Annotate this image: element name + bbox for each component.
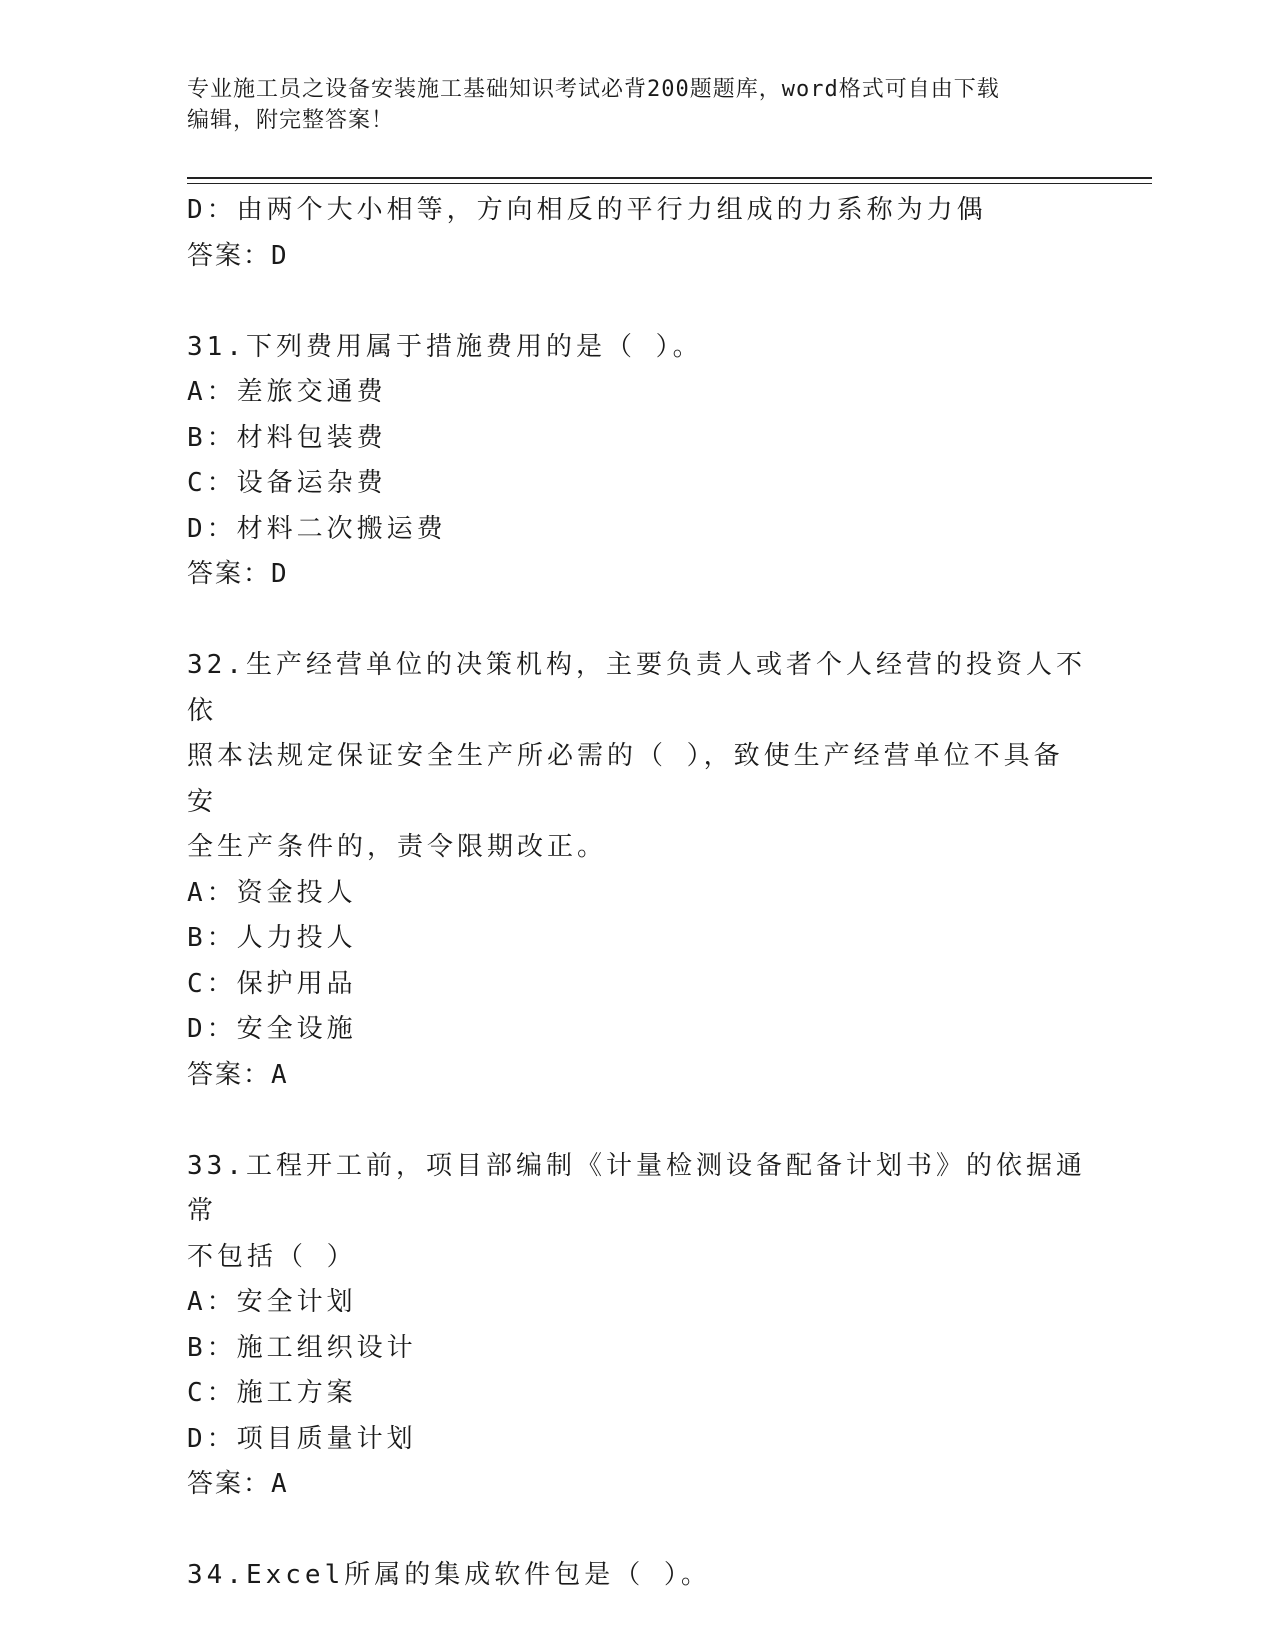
header-line-1: 专业施工员之设备安装施工基础知识考试必背200题题库，word格式可自由下载	[187, 77, 1000, 102]
option-d: D：由两个大小相等，方向相反的平行力组成的力系称为力偶	[187, 195, 987, 225]
option-c: C：设备运杂费	[187, 468, 387, 498]
question-stem-line-1: 33.工程开工前，项目部编制《计量检测设备配备计划书》的依据通常	[187, 1150, 1086, 1226]
option-d: D：材料二次搬运费	[187, 513, 447, 544]
option-c: C：施工方案	[187, 1378, 357, 1408]
question-stem: 31.下列费用属于措施费用的是（ ）。	[187, 331, 703, 362]
question-31	[187, 325, 1087, 598]
option-c: C：保护用品	[187, 968, 357, 999]
option-a: A：资金投人	[187, 877, 357, 908]
option-b: B：施工组织设计	[187, 1332, 417, 1363]
header-line-2: 编辑，附完整答案！	[187, 108, 395, 133]
option-a: A：差旅交通费	[187, 377, 387, 407]
question-spacer	[187, 1098, 1087, 1144]
option-b: B：人力投人	[187, 923, 357, 953]
question-spacer	[187, 279, 1087, 325]
answer-line: 答案：D	[187, 559, 289, 589]
question-34	[187, 1553, 1087, 1599]
question-stem: 34.Excel所属的集成软件包是（ ）。	[187, 1560, 711, 1590]
question-stem-line-2: 不包括（ ）	[187, 1241, 357, 1272]
question-list	[187, 188, 1087, 1599]
question-stem-line-2: 照本法规定保证安全生产所必需的（ ），致使生产经营单位不具备安	[187, 741, 1064, 817]
question-stem-line-3: 全生产条件的，责令限期改正。	[187, 832, 608, 862]
answer-line: 答案：D	[187, 240, 289, 271]
question-spacer	[187, 598, 1087, 644]
question-stem-line-1: 32.生产经营单位的决策机构，主要负责人或者个人经营的投资人不依	[187, 650, 1086, 726]
option-a: A：安全计划	[187, 1287, 357, 1317]
question-32	[187, 643, 1087, 1098]
option-d: D：项目质量计划	[187, 1423, 417, 1454]
option-b: B：材料包装费	[187, 422, 387, 453]
document-header	[187, 74, 1067, 136]
option-d: D：安全设施	[187, 1014, 357, 1044]
header-divider-thin	[187, 183, 1152, 184]
question-spacer	[187, 1508, 1087, 1554]
answer-line: 答案：A	[187, 1469, 289, 1499]
question-33	[187, 1144, 1087, 1508]
header-divider-thick	[187, 177, 1152, 179]
answer-line: 答案：A	[187, 1059, 289, 1090]
